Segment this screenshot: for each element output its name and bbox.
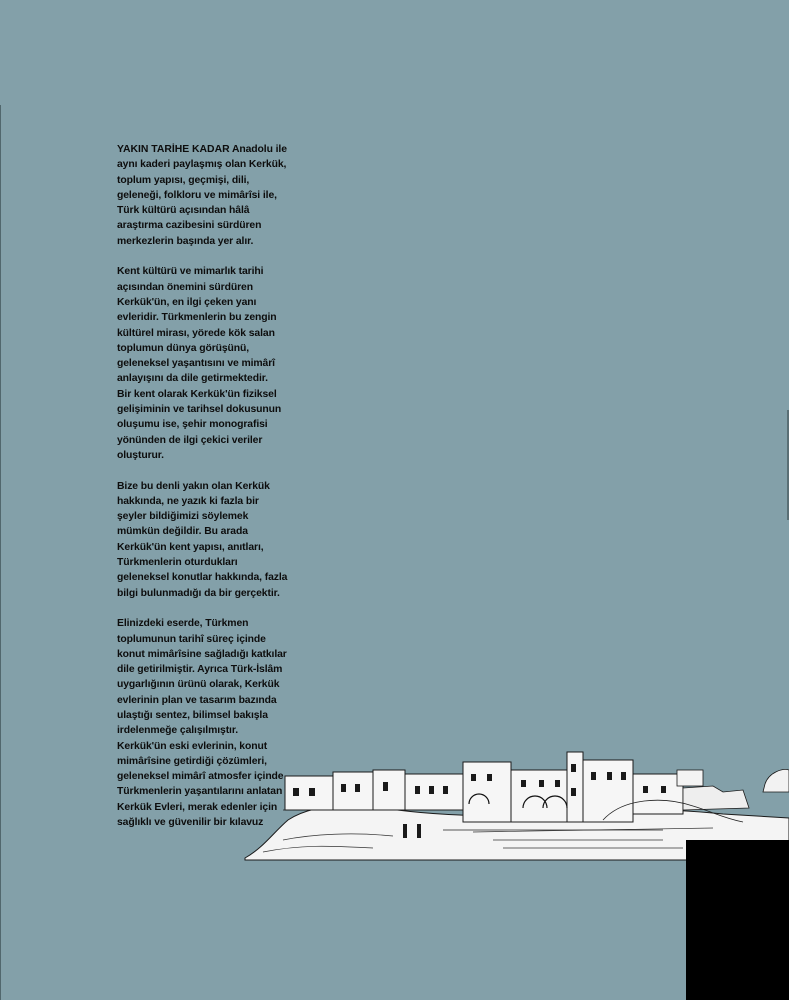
article-paragraph-1-text: Anadolu ile aynı kaderi paylaşmış olan Kerkük, toplum yapısı, geçmişi, dili, geleneği, folkloru ve mimârîsi ile, Türk kültürü açısından hâlâ araştırma cazibesini sürdüren merkezlerin başında yer alır. (117, 144, 287, 247)
page-edge-line (0, 105, 1, 1000)
article-paragraph-1 (117, 142, 292, 249)
article-paragraph-2: Kent kültürü ve mimarlık tarihi açısından önemini sürdüren Kerkük'ün, en ilgi çeken yanı evleridir. Türkmenlerin bu zengin kültürel mirası, yörede kök salan toplumun dünya görüşünü, geleneksel yaşantısını ve mimârî anlayışını da dile getirmektedir. Bir kent olarak Kerkük'ün fiziksel gelişiminin ve tarihsel dokusunun oluşumu ise, şehir monografisi yönünden de ilgi çekici veriler oluşturur. (117, 266, 282, 461)
article-lead-caps: YAKIN TARİHE KADAR (117, 144, 230, 155)
article-paragraph-3: Bize bu denli yakın olan Kerkük hakkında, ne yazık ki fazla bir şeyler bildiğimizi söylemek mümkün değildir. Bu arada Kerkük'ün kent yapısı, anıtları, Türkmenlerin oturdukları geleneksel konutlar hakkında, fazla bilgi bulunmadığı da bir gerçektir. (117, 480, 288, 599)
article-paragraph-4: Elinizdeki eserde, Türkmen toplumunun tarihî süreç içinde konut mimârîsine sağladığı katkılar dile getirilmiştir. Ayrıca Türk-İslâm uygarlığının ürünü olarak, Kerkük evlerinin plan ve tasarım bazında ulaştığı sentez, bilimsel bakışla irdelenmeğe çalışılmıştır. Kerkük'ün eski evlerinin, konut mimârîsine getirdiği çözümleri, geleneksel mimârî atmosfer içinde Türkmenlerin yaşantılarını anlatan Kerkük Evleri, merak edenler için sağlıklı ve güvenilir bir kılavuz (117, 618, 287, 829)
black-corner-block (686, 840, 789, 1000)
article-text-column (117, 142, 292, 846)
